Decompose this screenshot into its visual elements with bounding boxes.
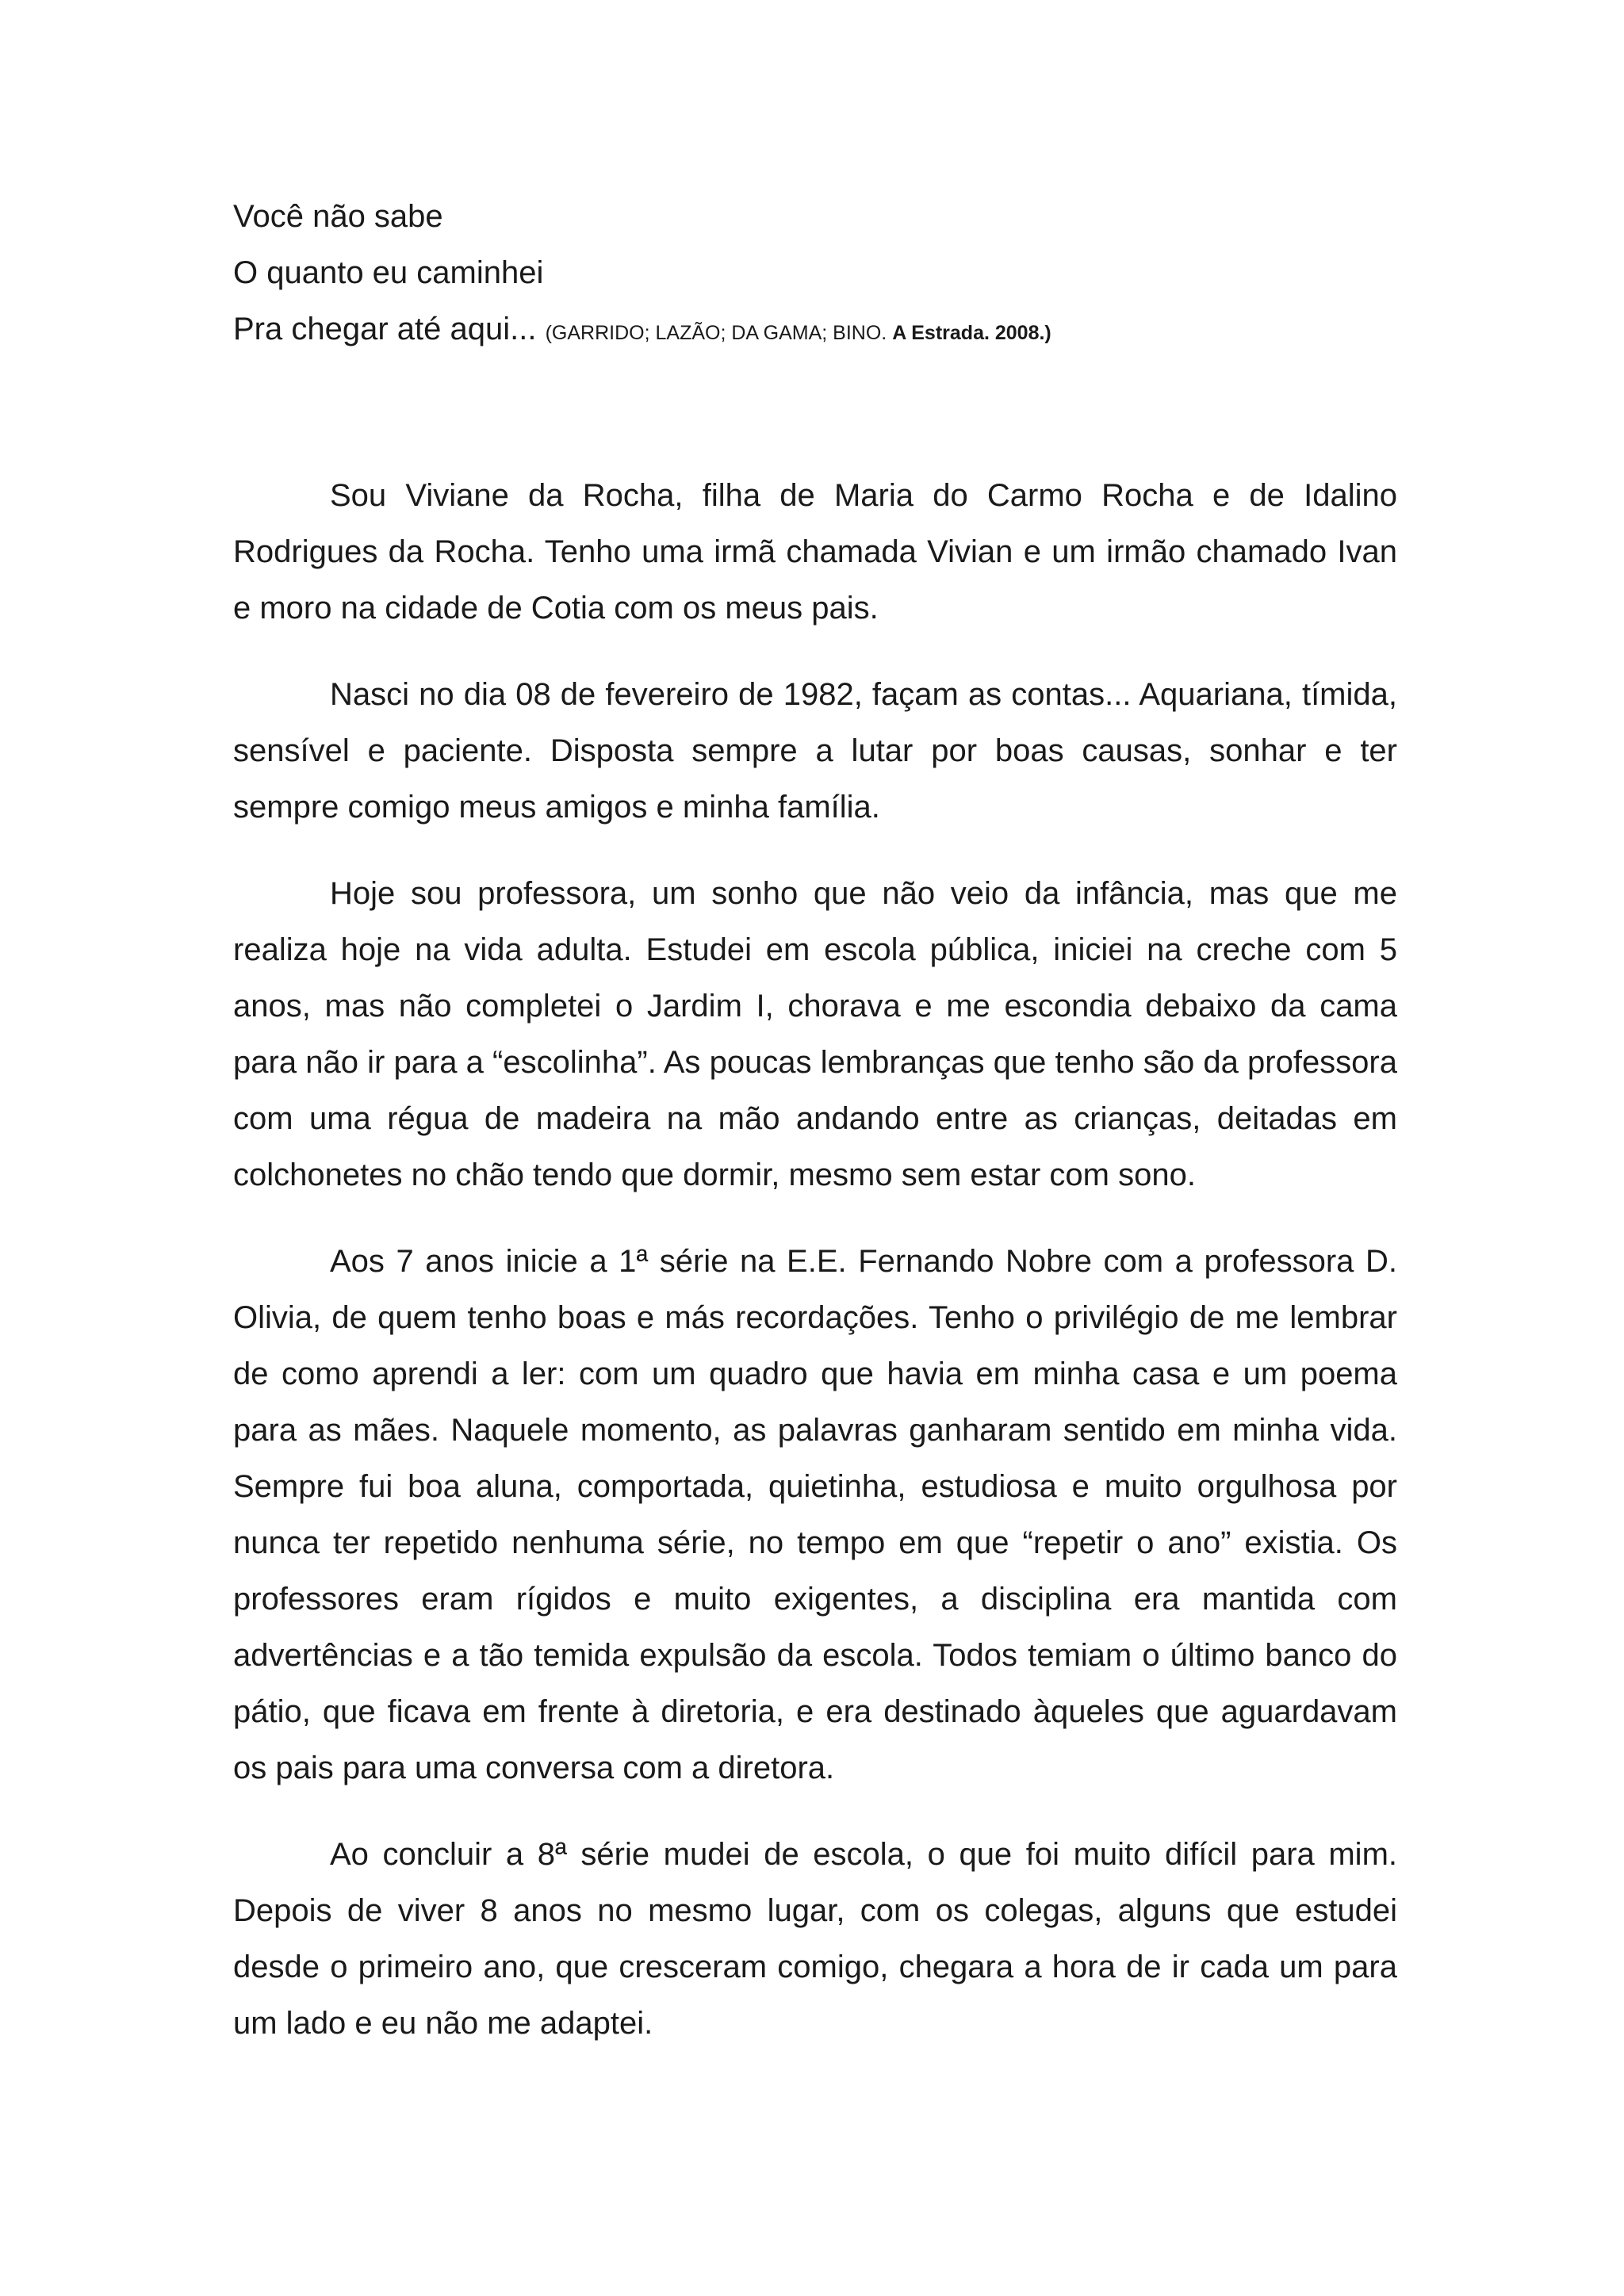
body-text	[233, 468, 1397, 2082]
epigraph	[233, 189, 1397, 358]
epigraph-citation	[546, 322, 1051, 344]
epigraph-line: O quanto eu caminhei	[233, 255, 544, 290]
epigraph-line: Você não sabe	[233, 199, 443, 234]
epigraph-line-with-citation	[233, 301, 1397, 358]
paragraph: Hoje sou professora, um sonho que não veio da infância, mas que me realiza hoje na vida adulta. Estudei em escola pública, iniciei na creche com 5 anos, mas não completei o Jardim I, chorava e me escondia debaixo da cama para não ir para a “escolinha”. As poucas lembranças que tenho são da professora com uma régua de madeira na mão andando entre as crianças, deitadas em colchonetes no chão tendo que dormir, mesmo sem estar com sono.	[233, 876, 1397, 1192]
citation-work: A Estrada. 2008.)	[892, 322, 1051, 344]
paragraph: Ao concluir a 8ª série mudei de escola, o que foi muito difícil para mim. Depois de viver 8 anos no mesmo lugar, com os colegas, alguns que estudei desde o primeiro ano, que cresceram comigo, chegara a hora de ir cada um para um lado e eu não me adaptei.	[233, 1837, 1397, 2041]
citation-authors: (GARRIDO; LAZÃO; DA GAMA; BINO.	[545, 322, 887, 344]
paragraph: Sou Viviane da Rocha, filha de Maria do Carmo Rocha e de Idalino Rodrigues da Rocha. Tenho uma irmã chamada Vivian e um irmão chamado Ivan e moro na cidade de Cotia com os meus pais.	[233, 478, 1397, 626]
paragraph: Nasci no dia 08 de fevereiro de 1982, façam as contas... Aquariana, tímida, sensível e paciente. Disposta sempre a lutar por boas causas, sonhar e ter sempre comigo meus amigos e minha família.	[233, 677, 1397, 825]
epigraph-line: Pra chegar até aqui...	[233, 312, 537, 346]
paragraph: Aos 7 anos inicie a 1ª série na E.E. Fernando Nobre com a professora D. Olivia, de quem tenho boas e más recordações. Tenho o privilégio de me lembrar de como aprendi a ler: com um quadro que havia em minha casa e um poema para as mães. Naquele momento, as palavras ganharam sentido em minha vida. Sempre fui boa aluna, comportada, quietinha, estudiosa e muito orgulhosa por nunca ter repetido nenhuma série, no tempo em que “repetir o ano” existia. Os professores eram rígidos e muito exigentes, a disciplina era mantida com advertências e a tão temida expulsão da escola. Todos temiam o último banco do pátio, que ficava em frente à diretoria, e era destinado àqueles que aguardavam os pais para uma conversa com a diretora.	[233, 1244, 1397, 1785]
